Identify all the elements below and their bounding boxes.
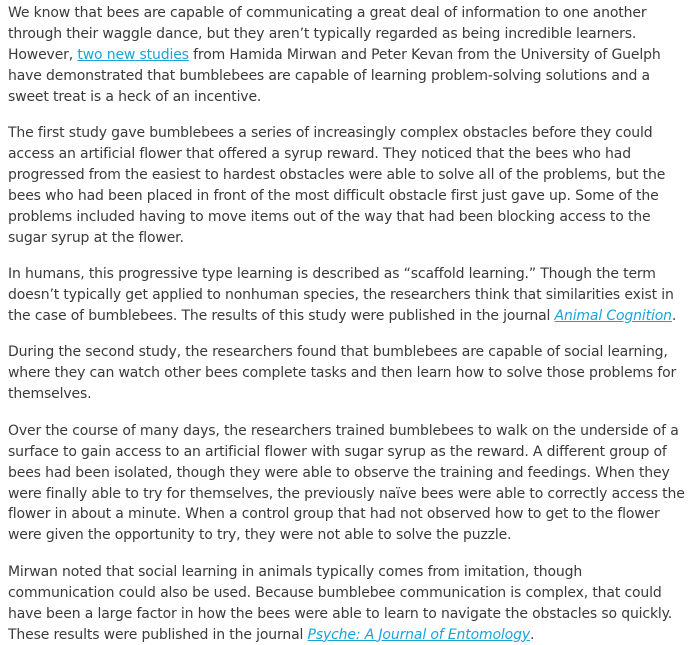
paragraph-scaffold-text-before: In humans, this progressive type learning is described as “scaffold learning.” Though the term doesn’t typically get applied to nonhuman species, the researchers think that similarities exist in the case of bumblebees. The results of this study were published in the journal	[8, 266, 674, 324]
two-new-studies-link[interactable]: two new studies	[77, 46, 189, 63]
psyche-journal-link[interactable]: Psyche: A Journal of Entomology	[307, 626, 530, 643]
paragraph-social-text-after: .	[529, 626, 535, 643]
animal-cognition-link[interactable]: Animal Cognition	[554, 307, 672, 324]
paragraph-second-study: During the second study, the researchers found that bumblebees are capable of social learning, where they can watch other bees complete tasks and then learn how to solve those problems for themselves.	[8, 344, 677, 403]
paragraph-training: Over the course of many days, the researchers trained bumblebees to walk on the underside of a surface to gain access to an artificial flower with sugar syrup as the reward. A different group of bees had been isolated, though they were able to observe the training and feedings. When they were finally able to try for themselves, the previously naïve bees were able to correctly access the flower in about a minute. When a control group that had not observed how to get to the flower were given the opportunity to try, they were not able to solve the puzzle.	[8, 422, 685, 544]
paragraph-intro-text-before: We know that bees are capable of communicating a great deal of information to one another through their waggle dance, but they aren’t typically regarded as being incredible learners. However,	[8, 5, 647, 63]
paragraph-first-study: The first study gave bumblebees a series of increasingly complex obstacles before they could access an artificial flower that offered a syrup reward. They noticed that the bees who had progressed from the easiest to hardest obstacles were able to solve all of the problems, but the bees who had been placed in front of the most difficult obstacle first just gave up. Some of the problems included having to move items out of the way that had been blocking access to the sugar syrup at the flower.	[8, 125, 666, 246]
paragraph-intro	[8, 3, 690, 108]
paragraph-scaffold-learning	[8, 264, 690, 327]
paragraph-intro-text-after: from Hamida Mirwan and Peter Kevan from the University of Guelph have demonstrated that bumblebees are capable of learning problem-solving solutions and a sweet treat is a heck of an incentive.	[8, 46, 661, 105]
paragraph-social-text-before: Mirwan noted that social learning in animals typically comes from imitation, though communication could also be used. Because bumblebee communication is complex, that could have been a large factor in how the bees were able to learn to navigate the obstacles so quickly. These results were published in the journal	[8, 563, 673, 643]
paragraph-scaffold-text-after: .	[671, 307, 677, 324]
